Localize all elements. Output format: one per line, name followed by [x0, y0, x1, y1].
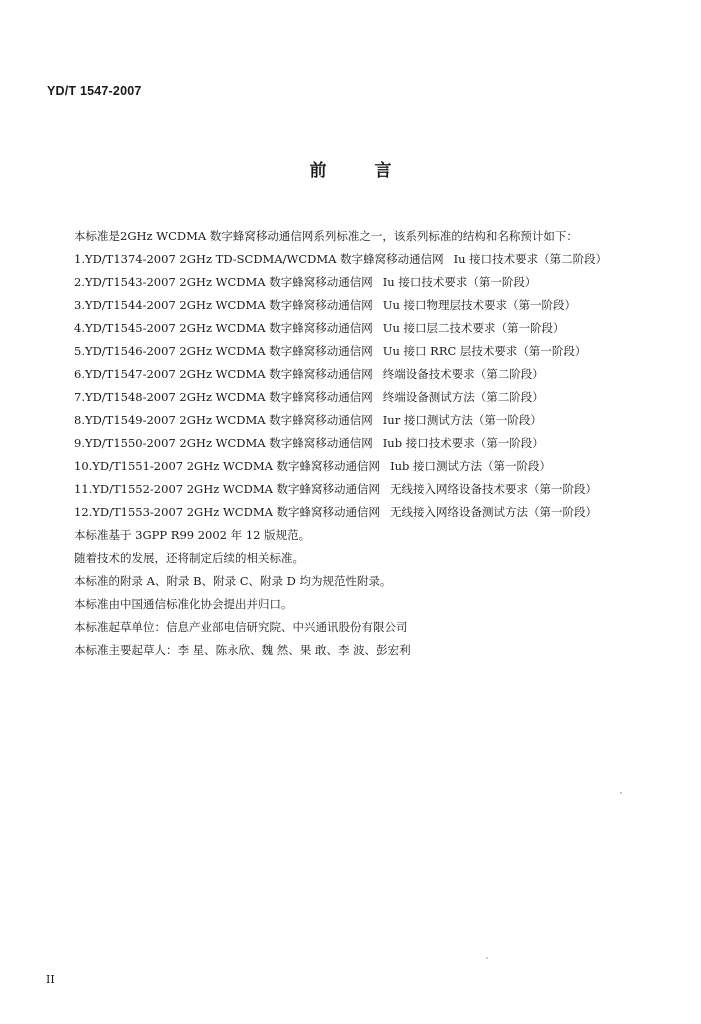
item-number: 4.: [74, 321, 85, 335]
item-standard: YD/T1545-2007 2GHz WCDMA 数字蜂窝移动通信网: [84, 321, 373, 335]
item-number: 8.: [74, 413, 85, 427]
list-item: [74, 455, 674, 478]
item-standard: YD/T1543-2007 2GHz WCDMA 数字蜂窝移动通信网: [84, 275, 373, 289]
list-item: [74, 501, 674, 524]
list-item: [74, 363, 674, 386]
title-char-1: 前: [309, 161, 327, 181]
item-number: 3.: [74, 298, 85, 312]
item-number: 7.: [74, 390, 85, 404]
item-number: 12.: [74, 505, 93, 519]
scan-speck: [486, 957, 488, 959]
page-title: [0, 156, 701, 181]
item-standard: YD/T1552-2007 2GHz WCDMA 数字蜂窝移动通信网: [92, 482, 381, 496]
item-number: 11.: [74, 482, 93, 496]
item-spec: Iub 接口技术要求（第一阶段）: [382, 436, 544, 450]
item-standard: YD/T1547-2007 2GHz WCDMA 数字蜂窝移动通信网: [84, 367, 373, 381]
item-spec: 终端设备测试方法（第二阶段）: [382, 390, 544, 404]
list-item: [74, 248, 674, 271]
note-drafting-units: 本标准起草单位：信息产业部电信研究院、中兴通讯股份有限公司: [74, 620, 408, 634]
item-standard: YD/T1549-2007 2GHz WCDMA 数字蜂窝移动通信网: [84, 413, 373, 427]
item-standard: YD/T1551-2007 2GHz WCDMA 数字蜂窝移动通信网: [92, 459, 381, 473]
notes-section: [74, 524, 674, 662]
note-drafters: 本标准主要起草人：李 星、陈永欣、魏 然、果 敢、李 波、彭宏利: [74, 643, 411, 657]
intro-paragraph: 本标准是2GHz WCDMA 数字蜂窝移动通信网系列标准之一，该系列标准的结构和名称预计如下：: [74, 229, 578, 243]
note-proposer: 本标准由中国通信标准化协会提出并归口。: [74, 597, 293, 611]
foreword-body: [74, 225, 674, 662]
item-standard: YD/T1550-2007 2GHz WCDMA 数字蜂窝移动通信网: [84, 436, 373, 450]
item-standard: YD/T1546-2007 2GHz WCDMA 数字蜂窝移动通信网: [84, 344, 373, 358]
item-spec: Iu 接口技术要求（第一阶段）: [382, 275, 537, 289]
item-spec: Iu 接口技术要求（第二阶段）: [453, 252, 608, 266]
list-item: [74, 432, 674, 455]
list-item: [74, 409, 674, 432]
standards-list: [74, 248, 674, 524]
scan-speck: [620, 792, 622, 794]
item-spec: 无线接入网络设备测试方法（第一阶段）: [390, 505, 598, 519]
note-basis: 本标准基于 3GPP R99 2002 年 12 版规范。: [74, 528, 311, 542]
note-annexes: 本标准的附录 A、附录 B、附录 C、附录 D 均为规范性附录。: [74, 574, 392, 588]
list-item: [74, 340, 674, 363]
item-spec: Iub 接口测试方法（第一阶段）: [390, 459, 552, 473]
item-standard: YD/T1544-2007 2GHz WCDMA 数字蜂窝移动通信网: [84, 298, 373, 312]
item-spec: 无线接入网络设备技术要求（第一阶段）: [390, 482, 598, 496]
item-standard: YD/T1374-2007 2GHz TD-SCDMA/WCDMA 数字蜂窝移动通信网: [84, 252, 444, 266]
item-number: 6.: [74, 367, 85, 381]
item-spec: Uu 接口物理层技术要求（第一阶段）: [382, 298, 577, 312]
item-number: 5.: [74, 344, 85, 358]
item-spec: Uu 接口层二技术要求（第一阶段）: [382, 321, 565, 335]
item-spec: Uu 接口 RRC 层技术要求（第一阶段）: [382, 344, 587, 358]
item-standard: YD/T1553-2007 2GHz WCDMA 数字蜂窝移动通信网: [92, 505, 381, 519]
list-item: [74, 317, 674, 340]
list-item: [74, 294, 674, 317]
list-item: [74, 478, 674, 501]
list-item: [74, 271, 674, 294]
item-standard: YD/T1548-2007 2GHz WCDMA 数字蜂窝移动通信网: [84, 390, 373, 404]
note-future: 随着技术的发展，还将制定后续的相关标准。: [74, 551, 304, 565]
item-spec: 终端设备技术要求（第二阶段）: [382, 367, 544, 381]
item-number: 1.: [74, 252, 85, 266]
list-item: [74, 386, 674, 409]
page-number: II: [46, 973, 55, 986]
item-number: 9.: [74, 436, 85, 450]
item-number: 10.: [74, 459, 93, 473]
item-number: 2.: [74, 275, 85, 289]
document-code: YD/T 1547-2007: [47, 84, 142, 98]
item-spec: Iur 接口测试方法（第一阶段）: [382, 413, 542, 427]
title-char-2: 言: [374, 161, 392, 181]
